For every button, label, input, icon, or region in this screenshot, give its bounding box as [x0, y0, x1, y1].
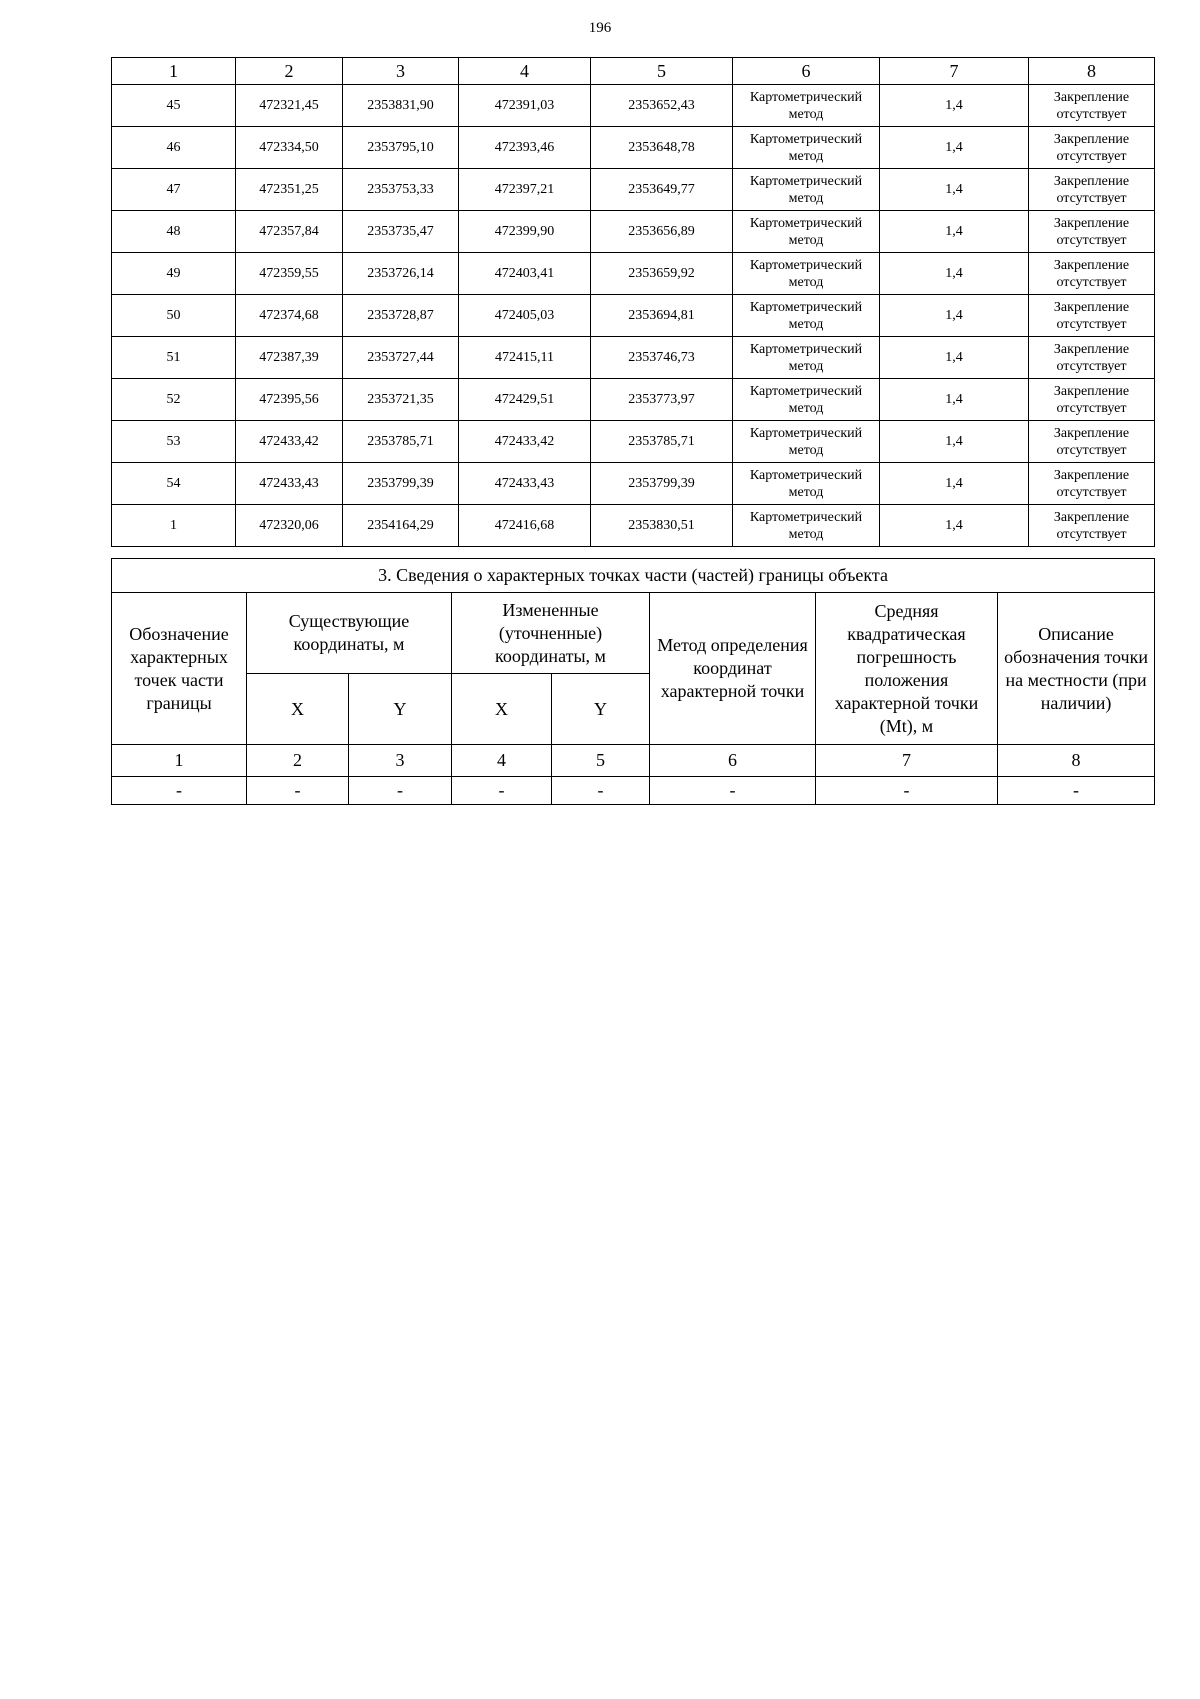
table-cell: 472395,56: [236, 379, 343, 421]
table-cell: 472374,68: [236, 295, 343, 337]
table-cell: Закрепление отсутствует: [1029, 505, 1155, 547]
table-cell: 47: [112, 169, 236, 211]
empty-row: [112, 777, 1155, 805]
table-cell: Картометрический метод: [733, 337, 880, 379]
table-cell: 45: [112, 85, 236, 127]
table-cell: 472399,90: [459, 211, 591, 253]
table-cell: Картометрический метод: [733, 463, 880, 505]
table-cell: 1: [112, 505, 236, 547]
table-cell: 2353652,43: [591, 85, 733, 127]
table-cell: 52: [112, 379, 236, 421]
table-cell: 472321,45: [236, 85, 343, 127]
designation-header: Обозначение характерных точек части границы: [112, 593, 247, 745]
column-number: 1: [112, 58, 236, 85]
table-row: [112, 379, 1155, 421]
table-cell: 2353721,35: [343, 379, 459, 421]
table-cell: 472433,43: [459, 463, 591, 505]
table-row: [112, 85, 1155, 127]
column-number: 7: [880, 58, 1029, 85]
table-row: [112, 505, 1155, 547]
table-row: [112, 169, 1155, 211]
table-row: [112, 421, 1155, 463]
y-header: Y: [552, 674, 650, 745]
table-cell: Закрепление отсутствует: [1029, 253, 1155, 295]
table-cell: 49: [112, 253, 236, 295]
table-cell: 472415,11: [459, 337, 591, 379]
table-cell: Закрепление отсутствует: [1029, 295, 1155, 337]
table-cell: 2353659,92: [591, 253, 733, 295]
column-number: 6: [650, 745, 816, 777]
table-cell: 2353648,78: [591, 127, 733, 169]
x-header: X: [247, 674, 349, 745]
table-cell: 2353649,77: [591, 169, 733, 211]
table-cell: 2353785,71: [343, 421, 459, 463]
table-cell: 1,4: [880, 211, 1029, 253]
table-cell: 2353785,71: [591, 421, 733, 463]
y-header: Y: [349, 674, 452, 745]
column-number-row: [112, 58, 1155, 85]
table-cell: Закрепление отсутствует: [1029, 421, 1155, 463]
table-cell: Картометрический метод: [733, 127, 880, 169]
table-cell: Закрепление отсутствует: [1029, 463, 1155, 505]
table-row: [112, 337, 1155, 379]
column-number: 2: [247, 745, 349, 777]
table-cell: 54: [112, 463, 236, 505]
column-number: 6: [733, 58, 880, 85]
table-cell: 1,4: [880, 253, 1029, 295]
table-cell: 472405,03: [459, 295, 591, 337]
table-row: [112, 253, 1155, 295]
table-cell: 472433,42: [236, 421, 343, 463]
description-header: Описание обозначения точки на местности (при наличии): [998, 593, 1155, 745]
table-cell: -: [816, 777, 998, 805]
page-number: 196: [588, 20, 612, 36]
table-cell: 53: [112, 421, 236, 463]
table-cell: 2353727,44: [343, 337, 459, 379]
table-cell: -: [247, 777, 349, 805]
table-cell: 472403,41: [459, 253, 591, 295]
table-cell: 472433,43: [236, 463, 343, 505]
table-cell: 472433,42: [459, 421, 591, 463]
table-row: [112, 127, 1155, 169]
table-cell: 1,4: [880, 169, 1029, 211]
table-cell: 1,4: [880, 379, 1029, 421]
table-cell: Картометрический метод: [733, 295, 880, 337]
table-cell: 50: [112, 295, 236, 337]
table-cell: 472359,55: [236, 253, 343, 295]
table-cell: 2353799,39: [343, 463, 459, 505]
table-cell: 51: [112, 337, 236, 379]
table-cell: -: [112, 777, 247, 805]
column-number: 5: [591, 58, 733, 85]
table-cell: -: [650, 777, 816, 805]
table-cell: 472416,68: [459, 505, 591, 547]
column-number: 5: [552, 745, 650, 777]
column-number: 4: [452, 745, 552, 777]
table-cell: 48: [112, 211, 236, 253]
table-cell: 472391,03: [459, 85, 591, 127]
table-cell: 46: [112, 127, 236, 169]
column-number-row: [112, 745, 1155, 777]
table-cell: Закрепление отсутствует: [1029, 211, 1155, 253]
table-cell: 472393,46: [459, 127, 591, 169]
column-number: 8: [1029, 58, 1155, 85]
table-cell: Закрепление отсутствует: [1029, 379, 1155, 421]
table-cell: 2353735,47: [343, 211, 459, 253]
column-number: 8: [998, 745, 1155, 777]
table-cell: 2353694,81: [591, 295, 733, 337]
table-cell: Закрепление отсутствует: [1029, 169, 1155, 211]
changed-coords-header: Измененные (уточненные) координаты, м: [452, 593, 650, 674]
column-number: 4: [459, 58, 591, 85]
table-cell: 1,4: [880, 421, 1029, 463]
column-number: 2: [236, 58, 343, 85]
table-cell: Картометрический метод: [733, 505, 880, 547]
table-cell: -: [552, 777, 650, 805]
table-cell: Закрепление отсутствует: [1029, 337, 1155, 379]
table-cell: 1,4: [880, 127, 1029, 169]
table-cell: 2353728,87: [343, 295, 459, 337]
table-cell: 472357,84: [236, 211, 343, 253]
table-cell: 1,4: [880, 463, 1029, 505]
column-number: 7: [816, 745, 998, 777]
table-cell: 1,4: [880, 505, 1029, 547]
table-cell: 472429,51: [459, 379, 591, 421]
points-table-body: [112, 85, 1155, 547]
table-cell: Картометрический метод: [733, 211, 880, 253]
table-cell: 2353726,14: [343, 253, 459, 295]
table-cell: Закрепление отсутствует: [1029, 127, 1155, 169]
table-cell: Картометрический метод: [733, 169, 880, 211]
table-cell: 1,4: [880, 295, 1029, 337]
column-number: 1: [112, 745, 247, 777]
column-number: 3: [343, 58, 459, 85]
table-row: [112, 211, 1155, 253]
parts-table: [111, 558, 1155, 805]
table-cell: 2353746,73: [591, 337, 733, 379]
table-cell: 2353753,33: [343, 169, 459, 211]
table-row: [112, 295, 1155, 337]
table-cell: 2353795,10: [343, 127, 459, 169]
table-cell: 2353831,90: [343, 85, 459, 127]
table-cell: Картометрический метод: [733, 379, 880, 421]
table-cell: 472334,50: [236, 127, 343, 169]
table-cell: -: [452, 777, 552, 805]
table-cell: -: [998, 777, 1155, 805]
table-cell: 2353799,39: [591, 463, 733, 505]
table-cell: 2353656,89: [591, 211, 733, 253]
table-cell: Картометрический метод: [733, 253, 880, 295]
table-cell: 1,4: [880, 337, 1029, 379]
points-table: [111, 57, 1155, 547]
table-cell: -: [349, 777, 452, 805]
x-header: X: [452, 674, 552, 745]
table-cell: 472387,39: [236, 337, 343, 379]
table-cell: 2353773,97: [591, 379, 733, 421]
table-cell: 472320,06: [236, 505, 343, 547]
error-header: Средняя квадратическая погрешность положения характерной точки (Mt), м: [816, 593, 998, 745]
column-number: 3: [349, 745, 452, 777]
table-cell: 472351,25: [236, 169, 343, 211]
table-cell: Картометрический метод: [733, 421, 880, 463]
table-cell: 2353830,51: [591, 505, 733, 547]
method-header: Метод определения координат характерной точки: [650, 593, 816, 745]
table-cell: 1,4: [880, 85, 1029, 127]
table-cell: Картометрический метод: [733, 85, 880, 127]
table-cell: Закрепление отсутствует: [1029, 85, 1155, 127]
table-cell: 472397,21: [459, 169, 591, 211]
table-row: [112, 463, 1155, 505]
table-cell: 2354164,29: [343, 505, 459, 547]
section-title: 3. Сведения о характерных точках части (частей) границы объекта: [112, 559, 1155, 593]
existing-coords-header: Существующие координаты, м: [247, 593, 452, 674]
